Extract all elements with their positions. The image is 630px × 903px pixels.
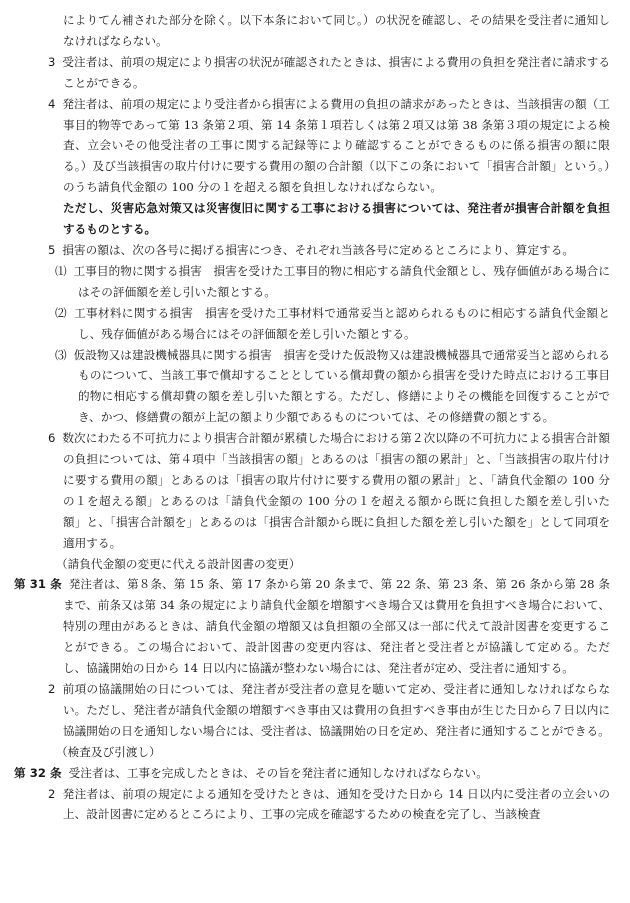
paragraph-text: 受注者は、前項の規定により損害の状況が確認されたときは、損害による費用の負担を発注者に請求することができる。 (62, 54, 610, 90)
item-number: 5 (48, 242, 56, 257)
article-32 (14, 763, 610, 784)
sub-item-number: ⑶ (55, 347, 67, 362)
paragraph-item-3 (48, 52, 610, 94)
caption-text: （請負代金額の変更に代える設計図書の変更） (56, 556, 301, 571)
article-number: 第 32 条 (14, 765, 62, 780)
paragraph-proviso-bold (48, 198, 610, 240)
paragraph-text: 工事材料に関する損害 損害を受けた工事材料で通常妥当と認められるものに相応する請負代金額とし、残存価値がある場合にはその評価額を差し引いた額とする。 (73, 305, 610, 341)
paragraph-text: 数次にわたる不可抗力により損害合計額が累積した場合における第２次以降の不可抗力による損害合計額の負担については、第４項中「当該損害の額」とあるのは「損害の額の累計」と、「当該損害の取片付けに要する費用の額」とあるのは「損害の取片付けに要する費用の額の累計」と、「請負代金額の 100 分の１を超える額」とあるのは「請負代金額の 100 分の１を超える額から既に負担した額を差し引いた額」と、「損害合計額を」とあるのは「損害合計額から既に負担した額を差し引いた額を」として同項を適用する。 (62, 431, 610, 550)
article-number: 第 31 条 (14, 577, 62, 592)
sub-item-1 (48, 261, 610, 303)
paragraph-item-2 (48, 784, 610, 826)
sub-item-3 (48, 345, 610, 429)
paragraph-text: 前項の協議開始の日については、発注者が受注者の意見を聴いて定め、受注者に通知しなければならない。ただし、発注者が請負代金額の増額すべき事由又は費用の負担すべき事由が生じた日から７日以内に協議開始の日を通知しない場合には、受注者は、協議開始の日を定め、発注者に通知することができる。 (62, 682, 610, 738)
sub-item-number: ⑴ (55, 263, 67, 278)
paragraph-text: 受注者は、工事を完成したときは、その旨を発注者に通知しなければならない。 (68, 765, 488, 780)
paragraph-text: 仮設物又は建設機械器具に関する損害 損害を受けた仮設物又は建設機械器具で通常妥当と認められるものについて、当該工事で償却することとしている償却費の額から損害を受けた時点における工事目的物に相応する償却費の額を差し引いた額とする。ただし、修繕によりその機能を回復することができ、かつ、修繕費の額が上記の額より少額であるものについては、その修繕費の額とする。 (73, 347, 610, 425)
paragraph-text: 損害の額は、次の各号に掲げる損害につき、それぞれ当該各号に定めるところにより、算定する。 (62, 242, 575, 257)
paragraph-continuation (48, 10, 610, 52)
item-number: 4 (48, 96, 56, 111)
paragraph-text: ただし、災害応急対策又は災害復旧に関する工事における損害については、発注者が損害合計額を負担するものとする。 (63, 201, 610, 237)
caption-text: （検査及び引渡し） (56, 744, 161, 759)
paragraph-text: 発注者は、第８条、第 15 条、第 17 条から第 20 条まで、第 22 条、第 23 条、第 26 条から第 28 条まで、前条又は第 34 条の規定により請負代金額を増額すべき場合又は費用を負担すべき場合において、特別の理由があるときは、請負代金額の増額又は負担額の全部又は一部に代えて設計図書を変更することができる。この場合において、設計図書の変更内容は、発注者と受注者とが協議して定める。ただし、協議開始の日から 14 日以内に協議が整わない場合には、発注者が定め、受注者に通知する。 (63, 577, 610, 676)
paragraph-text: 発注者は、前項の規定による通知を受けたときは、通知を受けた日から 14 日以内に受注者の立会いの上、設計図書に定めるところにより、工事の完成を確認するための検査を完了し、当該検査 (62, 786, 610, 822)
sub-item-2 (48, 303, 610, 345)
paragraph-item-2 (48, 679, 610, 742)
paragraph-item-6 (48, 428, 610, 553)
article-caption (48, 742, 610, 763)
item-number: 2 (48, 786, 56, 801)
paragraph-item-5 (48, 240, 610, 261)
item-number: 3 (48, 54, 56, 69)
article-31 (14, 574, 610, 679)
item-number: 2 (48, 682, 56, 696)
paragraph-text: によりてん補された部分を除く。以下本条において同じ。）の状況を確認し、その結果を受注者に通知しなければならない。 (63, 13, 610, 48)
sub-item-number: ⑵ (55, 305, 67, 320)
paragraph-text: 工事目的物に関する損害 損害を受けた工事目的物に相応する請負代金額とし、残存価値がある場合にはその評価額を差し引いた額とする。 (73, 263, 610, 299)
item-number: 6 (48, 431, 56, 446)
paragraph-item-4 (48, 94, 610, 199)
paragraph-text: 発注者は、前項の規定により受注者から損害による費用の負担の請求があったときは、当該損害の額（工事目的物等であって第 13 条第２項、第 14 条第１項若しくは第２項又は第 38 条第３項の規定による検査、立会いその他受注者の工事に関する記録等により確認することができるものに係る損害の額に限る。）及び当該損害の取片付けに要する費用の額の合計額（以下この条において「損害合計額」という。）のうち請負代金額の 100 分の１を超える額を負担しなければならない。 (62, 96, 610, 195)
article-caption (48, 554, 610, 575)
